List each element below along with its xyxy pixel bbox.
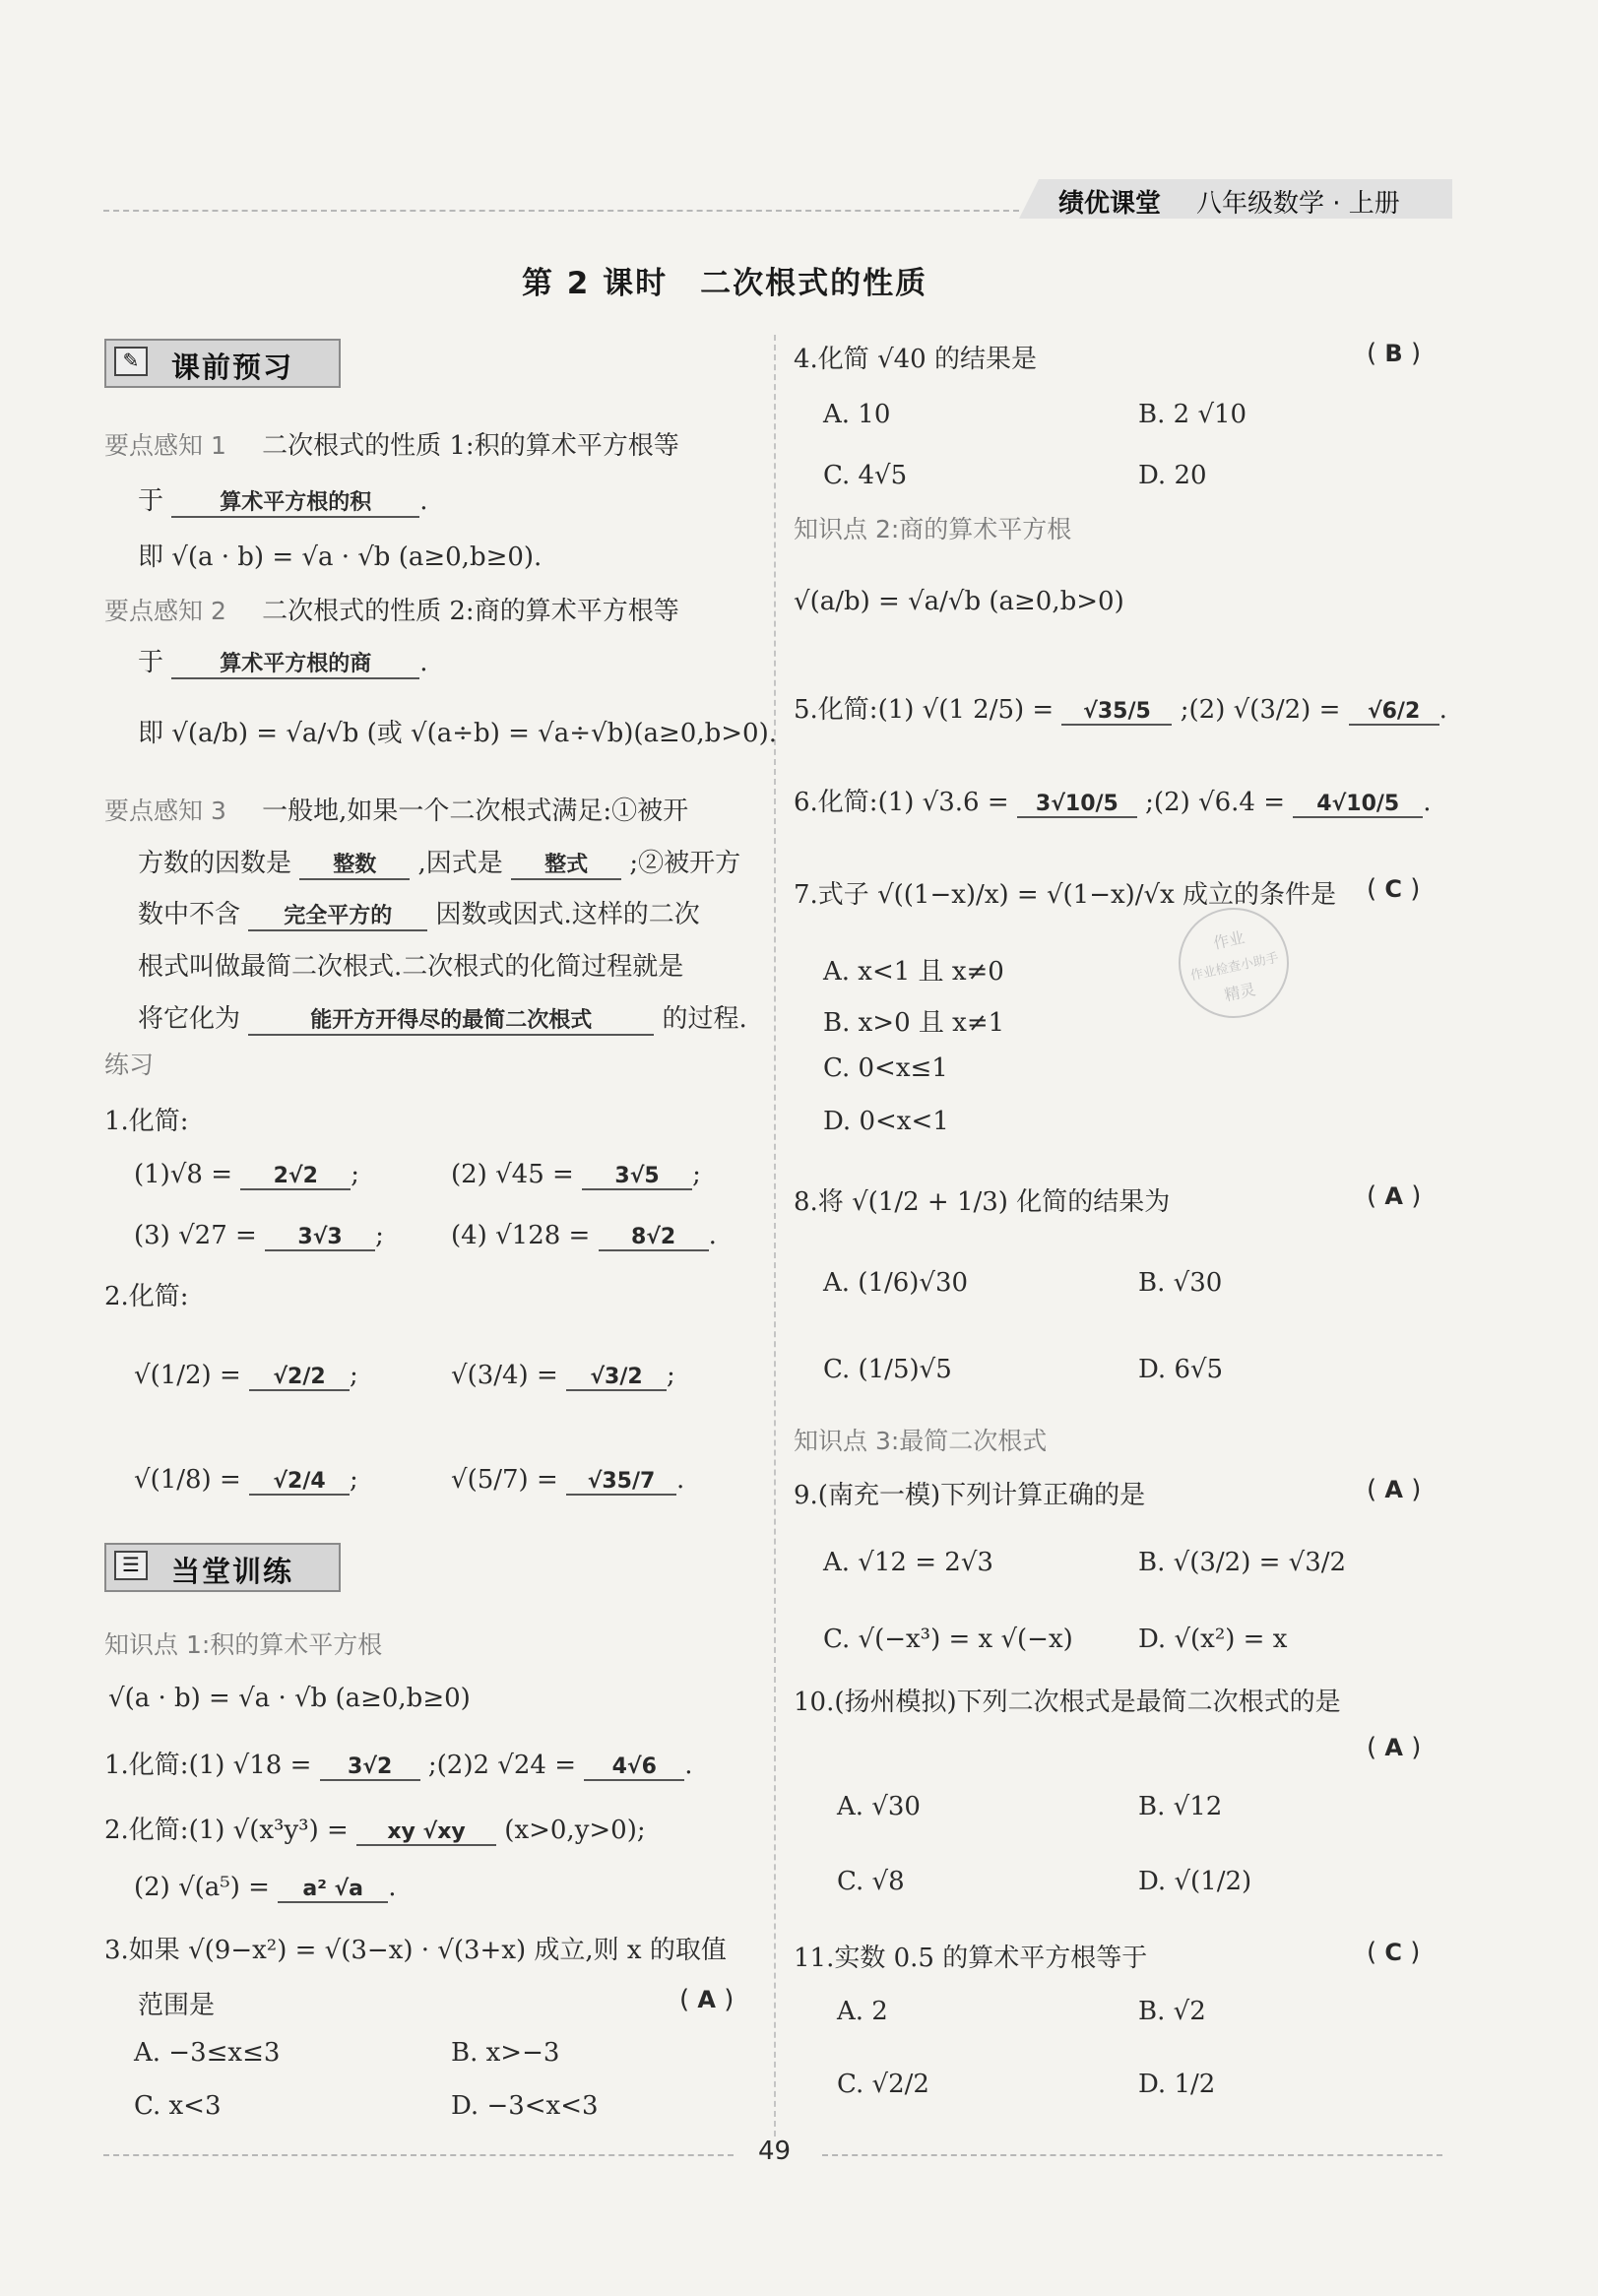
training-q2 — [104, 1810, 646, 1846]
text: ,因式是 — [417, 849, 503, 878]
option: C. √8 — [837, 1867, 905, 1896]
option: D. 20 — [1138, 461, 1207, 490]
stamp-bot: 精灵 — [1222, 980, 1257, 1005]
stamp-top: 作业 — [1211, 927, 1246, 953]
kp1-formula: √(a · b) = √a · √b (a≥0,b≥0) — [108, 1684, 471, 1713]
option: A. √30 — [837, 1792, 921, 1821]
page-number: 49 — [758, 2137, 792, 2166]
section-header-training — [104, 1543, 341, 1592]
option: B. √2 — [1138, 1997, 1206, 2026]
answer-choice: ( C ) — [1367, 874, 1421, 904]
practice-q2-item: √(5/7) = √35/7 . — [451, 1465, 685, 1495]
practice-label: 练习 — [104, 1051, 155, 1079]
question-5: 5.化简:(1) √(1 2/5) = √35/5 ;(2) √(3/2) = √6/2 . — [794, 695, 1447, 725]
answer-blank: 整数 — [299, 848, 410, 880]
answer-letter: B — [1384, 340, 1403, 367]
answer-letter: A — [1384, 1734, 1403, 1761]
option: D. −3<x<3 — [451, 2091, 599, 2121]
option: C. √2/2 — [837, 2070, 929, 2099]
keypoint-label: 要点感知 3 — [104, 797, 226, 825]
page-title: 第 2 课时 二次根式的性质 — [522, 266, 928, 301]
answer-blank: 整式 — [511, 848, 621, 880]
answer-choice: ( B ) — [1367, 339, 1422, 368]
option: B. √30 — [1138, 1268, 1223, 1298]
answer-blank: 4√6 — [584, 1754, 684, 1781]
question: 5.化简:(1) √(1 2/5) = — [794, 695, 1055, 725]
option: A. x<1 且 x≠0 — [823, 957, 1004, 987]
training-q1: 1.化简:(1) √18 = 3√2 ;(2)2 √24 = 4√6 . — [104, 1751, 693, 1780]
keypoint-3-line3 — [138, 894, 700, 931]
question: ;(2) √6.4 = — [1145, 788, 1285, 817]
keypoint-text: 二次根式的性质 1:积的算术平方根等 — [262, 431, 679, 461]
answer-blank: √3/2 — [566, 1365, 667, 1391]
question: (4) √128 = — [451, 1221, 591, 1250]
answer-blank: √35/5 — [1061, 699, 1172, 726]
pencil-icon: ✎ — [114, 347, 148, 376]
brand-notch — [1019, 179, 1039, 219]
option: D. √(1/2) — [1138, 1867, 1252, 1896]
footer-rule-left — [103, 2154, 734, 2156]
answer-blank: 3√2 — [320, 1754, 420, 1781]
keypoint-2-line — [104, 591, 679, 627]
option: D. 1/2 — [1138, 2070, 1216, 2099]
option: A. −3≤x≤3 — [134, 2038, 281, 2068]
keypoint-1-line — [104, 425, 679, 462]
answer-choice: ( A ) — [1367, 1475, 1422, 1504]
answer-blank: √6/2 — [1349, 699, 1439, 726]
option: B. √12 — [1138, 1792, 1223, 1821]
option: A. 10 — [823, 400, 891, 429]
question: √(5/7) = — [451, 1465, 558, 1495]
text: 的过程. — [662, 1004, 747, 1034]
answer-letter: A — [1384, 1182, 1403, 1210]
text: 因数或因式.这样的二次 — [435, 900, 700, 929]
question: √(1/8) = — [134, 1465, 241, 1495]
knowledge-point-3: 知识点 3:最简二次根式 — [794, 1427, 1048, 1455]
footer-rule-right — [822, 2154, 1442, 2156]
practice-q2-item: √(3/4) = √3/2 ; — [451, 1361, 675, 1390]
keypoint-3-line4: 根式叫做最简二次根式.二次根式的化简过程就是 — [138, 952, 684, 982]
question: (2) √(a⁵) = — [134, 1873, 270, 1902]
option: C. √(−x³) = x √(−x) — [823, 1625, 1073, 1654]
condition: (x>0,y>0); — [504, 1816, 646, 1845]
question-9: 9.(南充一模)下列计算正确的是 — [794, 1481, 1146, 1510]
training-q3: 3.如果 √(9−x²) = √(3−x) · √(3+x) 成立,则 x 的取值 — [104, 1936, 727, 1965]
option: A. 2 — [837, 1997, 888, 2026]
practice-q1-item: (4) √128 = 8√2 . — [451, 1221, 717, 1250]
option: B. √(3/2) = √3/2 — [1138, 1548, 1347, 1577]
answer-blank: 2√2 — [240, 1164, 351, 1190]
option: C. (1/5)√5 — [823, 1355, 952, 1384]
answer-blank: 算术平方根的积 — [171, 485, 419, 518]
question: 6.化简:(1) √3.6 = — [794, 788, 1009, 817]
option: B. 2 √10 — [1138, 400, 1247, 429]
option: C. x<3 — [134, 2091, 222, 2121]
option: C. 0<x≤1 — [823, 1053, 948, 1083]
kp2-formula: √(a/b) = √a/√b (a≥0,b>0) — [794, 587, 1124, 616]
knowledge-point-1: 知识点 1:积的算术平方根 — [104, 1630, 383, 1659]
option: D. 0<x<1 — [823, 1107, 949, 1136]
question-10: 10.(扬州模拟)下列二次根式是最简二次根式的是 — [794, 1688, 1341, 1717]
training-q2b: (2) √(a⁵) = a² √a . — [134, 1873, 397, 1902]
question: 2.化简:(1) √(x³y³) = — [104, 1816, 349, 1845]
book-name: 八年级数学 · 上册 — [1196, 189, 1400, 219]
text: ;②被开方 — [629, 849, 741, 878]
homework-helper-stamp — [1169, 898, 1300, 1029]
answer-letter: A — [697, 1986, 716, 2013]
answer-choice: ( A ) — [1367, 1181, 1422, 1211]
text: 方数的因数是 — [138, 849, 292, 878]
training-q3-line2: 范围是 — [138, 1991, 216, 2020]
answer-choice: ( C ) — [1367, 1938, 1421, 1967]
keypoint-label: 要点感知 1 — [104, 431, 226, 460]
answer-blank: 完全平方的 — [248, 899, 427, 931]
question: √(3/4) = — [451, 1361, 558, 1390]
answer-blank: 8√2 — [599, 1225, 709, 1251]
question-8: 8.将 √(1/2 + 1/3) 化简的结果为 — [794, 1187, 1171, 1217]
practice-q1-item: (1)√8 = 2√2 ; — [134, 1160, 360, 1189]
question: √(1/2) = — [134, 1361, 241, 1390]
keypoint-3-line — [104, 791, 688, 827]
question: (2) √45 = — [451, 1160, 574, 1189]
section-header-preview — [104, 339, 341, 388]
question: ;(2)2 √24 = — [427, 1751, 577, 1780]
answer-blank: 3√10/5 — [1017, 792, 1137, 818]
keypoint-1-line2: 于 算术平方根的积 . — [138, 486, 428, 516]
answer-blank: a² √a — [278, 1877, 388, 1903]
answer-choice: ( A ) — [679, 1985, 735, 2014]
keypoint-text: 一般地,如果一个二次根式满足:①被开 — [262, 797, 689, 826]
answer-blank: 3√5 — [582, 1164, 692, 1190]
keypoint-text: 二次根式的性质 2:商的算术平方根等 — [262, 597, 679, 626]
option: B. x>0 且 x≠1 — [823, 1008, 1005, 1038]
practice-q1: 1.化简: — [104, 1107, 189, 1136]
keypoint-3-line5 — [138, 998, 747, 1036]
question: ;(2) √(3/2) = — [1180, 695, 1341, 725]
question-6: 6.化简:(1) √3.6 = 3√10/5 ;(2) √6.4 = 4√10/5 . — [794, 788, 1432, 817]
column-divider — [774, 335, 776, 2137]
question: 1.化简:(1) √18 = — [104, 1751, 312, 1780]
answer-blank: 3√3 — [265, 1225, 375, 1251]
text: 于 — [138, 486, 164, 516]
practice-q1-item: (3) √27 = 3√3 ; — [134, 1221, 384, 1250]
practice-q2-item: √(1/2) = √2/2 ; — [134, 1361, 358, 1390]
answer-letter: A — [1384, 1476, 1403, 1503]
header-brand-bar — [1019, 179, 1452, 219]
text: 于 — [138, 648, 164, 677]
answer-blank: xy √xy — [356, 1819, 496, 1846]
option: D. 6√5 — [1138, 1355, 1224, 1384]
question-4: 4.化简 √40 的结果是 — [794, 345, 1037, 374]
answer-choice: ( A ) — [1367, 1733, 1422, 1762]
section-label: 课前预习 — [171, 351, 294, 384]
notebook-icon: ☰ — [114, 1551, 148, 1580]
option: D. √(x²) = x — [1138, 1625, 1288, 1654]
answer-blank: √2/2 — [249, 1365, 350, 1391]
answer-blank: √2/4 — [249, 1469, 350, 1496]
keypoint-2-formula: 即 √(a/b) = √a/√b (或 √(a÷b) = √a÷√b)(a≥0,b>0). — [138, 719, 777, 748]
section-label: 当堂训练 — [171, 1555, 294, 1588]
option: A. (1/6)√30 — [823, 1268, 969, 1298]
practice-q2: 2.化简: — [104, 1282, 189, 1311]
question: (1)√8 = — [134, 1160, 232, 1189]
brand-name: 绩优课堂 — [1058, 189, 1162, 219]
answer-blank: 4√10/5 — [1293, 792, 1423, 818]
keypoint-label: 要点感知 2 — [104, 597, 226, 625]
keypoint-2-line2: 于 算术平方根的商 . — [138, 648, 428, 677]
option: B. x>−3 — [451, 2038, 560, 2068]
keypoint-3-line2 — [138, 843, 740, 880]
knowledge-point-2: 知识点 2:商的算术平方根 — [794, 515, 1072, 543]
option: C. 4√5 — [823, 461, 908, 490]
question-7: 7.式子 √((1−x)/x) = √(1−x)/√x 成立的条件是 — [794, 880, 1337, 910]
stamp-mid: 作业检查小助手 — [1188, 950, 1281, 985]
answer-blank: 算术平方根的商 — [171, 647, 419, 679]
text: 数中不含 — [138, 900, 241, 929]
option: A. √12 = 2√3 — [823, 1548, 993, 1577]
practice-q1-item: (2) √45 = 3√5 ; — [451, 1160, 701, 1189]
header-rule — [103, 210, 1019, 212]
keypoint-1-formula: 即 √(a · b) = √a · √b (a≥0,b≥0). — [138, 542, 543, 572]
answer-blank: 能开方开得尽的最简二次根式 — [248, 1003, 654, 1036]
practice-q2-item: √(1/8) = √2/4 ; — [134, 1465, 358, 1495]
question: (3) √27 = — [134, 1221, 257, 1250]
answer-letter: C — [1384, 875, 1403, 903]
answer-letter: C — [1384, 1939, 1403, 1966]
answer-blank: √35/7 — [566, 1469, 676, 1496]
question-11: 11.实数 0.5 的算术平方根等于 — [794, 1944, 1148, 1973]
text: 将它化为 — [138, 1004, 241, 1034]
